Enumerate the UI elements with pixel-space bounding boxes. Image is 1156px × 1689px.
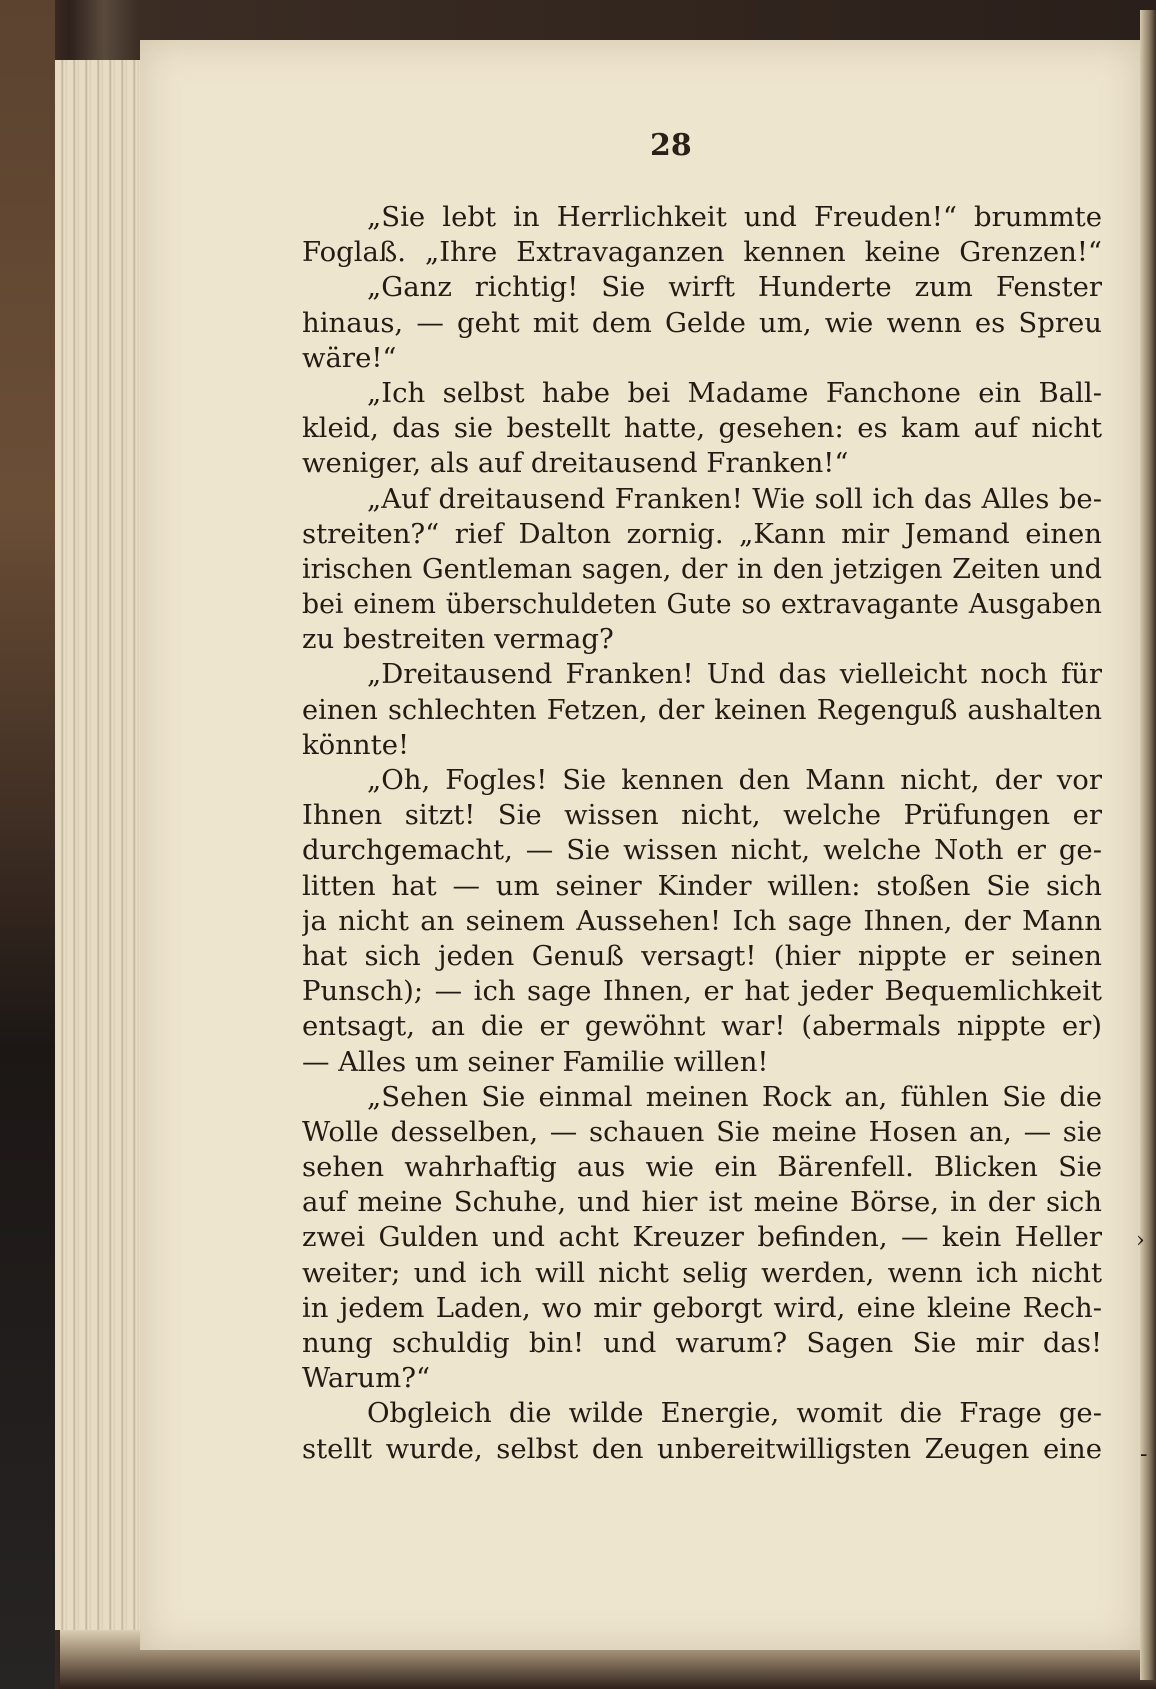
text-line: Obgleich die wilde Energie, womit die Frage ge- — [367, 1397, 1102, 1430]
text-line: entsagt, an die er gewöhnt war! (abermals nippte er) — [302, 1010, 1102, 1043]
margin-mark: › — [1136, 1228, 1145, 1253]
text-line: durchgemacht, — Sie wissen nicht, welche Noth er ge- — [302, 834, 1102, 867]
page-stack-edges — [55, 60, 150, 1630]
text-line: Wolle desselben, — schauen Sie meine Hosen an, — sie — [302, 1115, 1102, 1148]
text-line: ja nicht an seinem Aussehen! Ich sage Ihnen, der Mann — [302, 904, 1102, 937]
text-line: auf meine Schuhe, und hier ist meine Börse, in der sich — [302, 1186, 1102, 1219]
text-line: nung schuldig bin! und warum? Sagen Sie mir das! — [302, 1327, 1102, 1359]
text-line: zu bestreiten vermag? — [302, 623, 614, 656]
text-line: irischen Gentleman sagen, der in den jetzigen Zeiten und — [302, 553, 1102, 585]
margin-mark: - — [1140, 1442, 1148, 1467]
page-body-text — [302, 200, 1102, 1467]
text-line: „Dreitausend Franken! Und das vielleicht noch für — [367, 658, 1102, 691]
text-line: stellt wurde, selbst den unbereitwilligsten Zeugen eine — [302, 1432, 1102, 1465]
text-line: einen schlechten Fetzen, der keinen Regenguß aushalten — [302, 694, 1102, 726]
text-line: hat sich jeden Genuß versagt! (hier nippte er seinen — [302, 939, 1102, 972]
book-cover-spine — [0, 0, 55, 1689]
book-right-edge — [1140, 10, 1156, 1680]
text-line: hinaus, — geht mit dem Gelde um, wie wenn es Spreu — [302, 306, 1102, 339]
text-line: könnte! — [302, 728, 410, 761]
text-line: Punsch); — ich sage Ihnen, er hat jeder Bequemlichkeit — [302, 975, 1102, 1008]
text-line: wäre!“ — [302, 341, 397, 374]
text-line: „Ich selbst habe bei Madame Fanchone ein Ball- — [367, 376, 1102, 409]
text-line: „Oh, Fogles! Sie kennen den Mann nicht, der vor — [367, 764, 1102, 796]
text-line: — Alles um seiner Familie willen! — [302, 1045, 769, 1078]
text-line: zwei Gulden und acht Kreuzer befinden, — kein Heller — [302, 1221, 1102, 1254]
text-line: „Sehen Sie einmal meinen Rock an, fühlen Sie die — [367, 1080, 1102, 1113]
text-line: „Auf dreitausend Franken! Wie soll ich das Alles be- — [367, 482, 1102, 515]
text-line: streiten?“ rief Dalton zornig. „Kann mir Jemand einen — [302, 517, 1102, 550]
text-line: litten hat — um seiner Kinder willen: stoßen Sie sich — [302, 869, 1102, 902]
text-line: „Ganz richtig! Sie wirft Hunderte zum Fenster — [367, 271, 1102, 304]
text-line: Ihnen sitzt! Sie wissen nicht, welche Prüfungen er — [302, 799, 1102, 832]
text-line: weiter; und ich will nicht selig werden, wenn ich nicht — [302, 1256, 1102, 1289]
text-line: weniger, als auf dreitausend Franken!“ — [302, 447, 849, 480]
text-line: bei einem überschuldeten Gute so extravagante Ausgaben — [302, 589, 1102, 621]
page-number: 28 — [650, 128, 692, 163]
text-line: in jedem Laden, wo mir geborgt wird, eine kleine Rech- — [302, 1291, 1102, 1324]
text-line: kleid, das sie bestellt hatte, gesehen: es kam auf nicht — [302, 412, 1102, 445]
text-line: Warum?“ — [302, 1362, 431, 1395]
text-line: Foglaß. „Ihre Extravaganzen kennen keine Grenzen!“ — [302, 236, 1102, 269]
text-line: sehen wahrhaftig aus wie ein Bärenfell. Blicken Sie — [302, 1151, 1102, 1184]
text-line: „Sie lebt in Herrlichkeit und Freuden!“ brummte — [367, 201, 1102, 233]
